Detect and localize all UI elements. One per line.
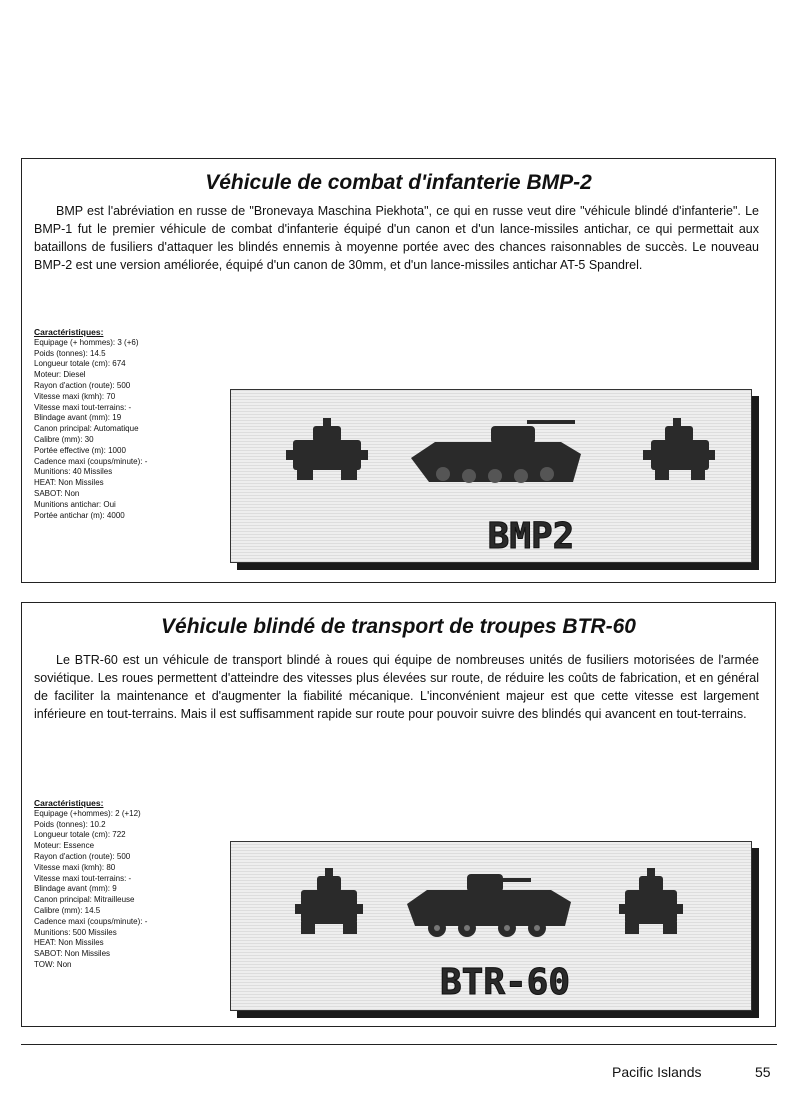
spec-item: Canon principal: Mitrailleuse [34, 895, 135, 905]
spec-item: Blindage avant (mm): 9 [34, 884, 117, 894]
spec-item: Canon principal: Automatique [34, 424, 139, 434]
page-number: 55 [755, 1064, 771, 1080]
btr60-vehicle-views [231, 842, 753, 1012]
spec-item: Poids (tonnes): 14.5 [34, 348, 106, 358]
bmp2-specs-list [34, 338, 234, 522]
spec-item: Rayon d'action (route): 500 [34, 851, 131, 861]
bmp2-panel [21, 158, 776, 583]
btr60-specs [34, 798, 234, 971]
spec-item: Munitions antichar: Oui [34, 499, 116, 509]
bmp2-image-label: BMP2 [487, 516, 575, 557]
spec-item: Longueur totale (cm): 722 [34, 830, 126, 840]
footer-publication: Pacific Islands [612, 1064, 702, 1080]
btr60-illustration [230, 841, 760, 1019]
footer-divider [21, 1044, 777, 1045]
spec-item: Moteur: Diesel [34, 370, 86, 380]
btr60-front-view-icon [295, 868, 363, 934]
spec-item: Vitesse maxi (kmh): 70 [34, 391, 116, 401]
spec-item: Calibre (mm): 14.5 [34, 905, 101, 915]
btr60-side-view-icon [407, 874, 571, 937]
bmp2-specs [34, 327, 234, 521]
spec-item: HEAT: Non Missiles [34, 478, 104, 488]
btr60-panel [21, 602, 776, 1027]
bmp2-title: Véhicule de combat d'infanterie BMP-2 [205, 171, 592, 194]
spec-item: Munitions: 40 Missiles [34, 467, 113, 477]
spec-item: Portée effective (m): 1000 [34, 445, 126, 455]
spec-item: Vitesse maxi (kmh): 80 [34, 862, 116, 872]
spec-item: Munitions: 500 Missiles [34, 927, 117, 937]
spec-item: Equipage (+hommes): 2 (+12) [34, 808, 141, 818]
spec-item: Vitesse maxi tout-terrains: - [34, 402, 132, 412]
spec-item: Moteur: Essence [34, 841, 95, 851]
bmp2-side-view-icon [411, 420, 581, 483]
spec-item: HEAT: Non Missiles [34, 938, 104, 948]
spec-item: Equipage (+ hommes): 3 (+6) [34, 337, 139, 347]
btr60-title: Véhicule blindé de transport de troupes BTR-60 [161, 615, 636, 638]
spec-item: SABOT: Non Missiles [34, 949, 111, 959]
spec-item: Poids (tonnes): 10.2 [34, 819, 106, 829]
bmp2-rear-view-icon [643, 418, 715, 480]
btr60-specs-heading: Caractéristiques: [34, 798, 104, 808]
spec-item: SABOT: Non [34, 488, 80, 498]
spec-item: Portée antichar (m): 4000 [34, 510, 125, 520]
spec-item: Blindage avant (mm): 19 [34, 413, 122, 423]
spec-item: Rayon d'action (route): 500 [34, 380, 131, 390]
bmp2-vehicle-views [231, 390, 753, 564]
spec-item: Cadence maxi (coups/minute): - [34, 916, 148, 926]
bmp2-illustration [230, 389, 760, 571]
spec-item: Cadence maxi (coups/minute): - [34, 456, 148, 466]
btr60-description: Le BTR-60 est un véhicule de transport blindé à roues qui équipe de nombreuses unités de fusiliers motorisées de l'armée soviétique. Les roues permettent d'atteindre des vitesses plus élevées sur route, de réduire les coûts de fabrication, et en général de faciliter la maintenance et d'augmenter la fiabilité mécanique. L'inconvénient majeur est que cette vitesse est largement inférieure en tout-terrains. Mais il est suffisamment rapide sur route pour pouvoir suivre des blindés qui avancent en tout-terrains. [34, 653, 759, 721]
spec-item: Longueur totale (cm): 674 [34, 359, 126, 369]
btr60-image-label: BTR-60 [439, 962, 571, 1003]
spec-item: Vitesse maxi tout-terrains: - [34, 873, 132, 883]
spec-item: TOW: Non [34, 959, 72, 969]
btr60-rear-view-icon [619, 868, 683, 934]
bmp2-front-view-icon [286, 418, 368, 480]
btr60-specs-list [34, 809, 234, 971]
spec-item: Calibre (mm): 30 [34, 434, 94, 444]
bmp2-description: BMP est l'abréviation en russe de "Bronevaya Maschina Piekhota", ce qui en russe veut dire "véhicule blindé d'infanterie". Le BMP-1 fut le premier véhicule de combat d'infanterie équipé d'un canon et d'un lance-missiles antichar, ce qui permettait aux bataillons de fusiliers d'attaquer les blindés ennemis à moyenne portée avec des chances raisonnables de succès. Le nouveau BMP-2 est une version améliorée, équipé d'un canon de 30mm, et d'un lance-missiles antichar AT-5 Spandrel. [34, 204, 759, 272]
bmp2-specs-heading: Caractéristiques: [34, 327, 104, 337]
